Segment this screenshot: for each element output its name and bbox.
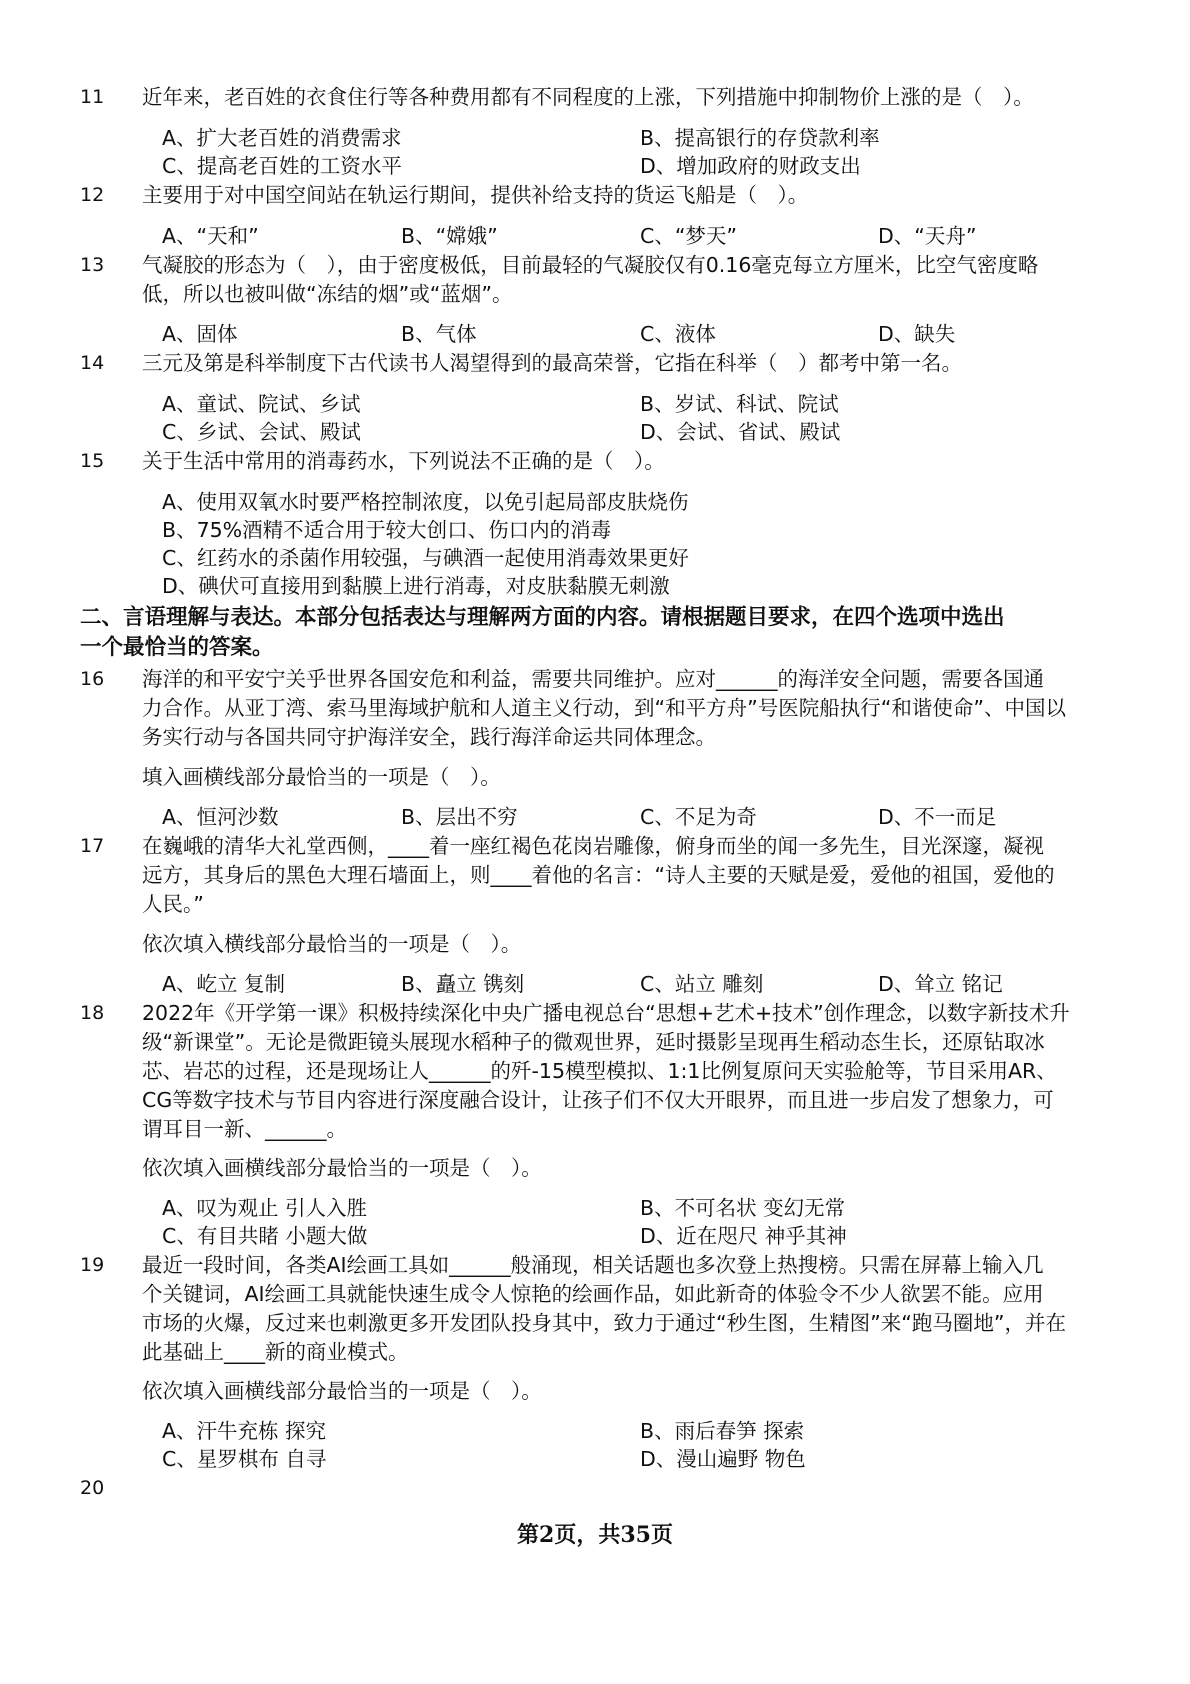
option-d: D、漫山遍野 物色 [640,1447,806,1471]
question-number: 15 [80,450,105,472]
option-b: B、岁试、科试、院试 [640,392,839,416]
question-number: 19 [80,1254,105,1276]
question-text: 主要用于对中国空间站在轨运行期间，提供补给支持的货运飞船是（ ）。 [142,183,809,207]
option-c: C、红药水的杀菌作用较强，与碘酒一起使用消毒效果更好 [162,546,689,570]
question-text: 气凝胶的形态为（ ），由于密度极低，目前最轻的气凝胶仅有0.16毫克每立方厘米，比空气密度略 [142,253,1039,277]
question-text: 级“新课堂”。无论是微距镜头展现水稻种子的微观世界，延时摄影呈现再生稻动态生长，还原钻取冰 [142,1030,1045,1054]
question-number: 20 [80,1477,105,1499]
option-a: A、叹为观止 引人入胜 [162,1196,368,1220]
option-b: B、层出不穷 [401,805,518,829]
option-a: A、童试、院试、乡试 [162,392,361,416]
option-d: D、“天舟” [878,224,977,248]
option-d: D、不一而足 [878,805,997,829]
option-c: C、乡试、会试、殿试 [162,420,361,444]
option-c: C、提高老百姓的工资水平 [162,154,402,178]
option-d: D、近在咫尺 神乎其神 [640,1224,847,1248]
question-text: 关于生活中常用的消毒药水，下列说法不正确的是（ ）。 [142,449,665,473]
option-d: D、碘伏可直接用到黏膜上进行消毒，对皮肤黏膜无刺激 [162,574,670,598]
question-text: 远方，其身后的黑色大理石墙面上，则____着他的名言：“诗人主要的天赋是爱，爱他的祖国，爱他的 [142,863,1055,887]
question-number: 17 [80,835,105,857]
section-heading: 一个最恰当的答案。 [80,635,274,660]
option-c: C、液体 [640,322,716,346]
option-b: B、75%酒精不适合用于较大创口、伤口内的消毒 [162,518,612,542]
question-number: 13 [80,254,105,276]
question-number: 11 [80,86,105,108]
section-heading: 二、言语理解与表达。本部分包括表达与理解两方面的内容。请根据题目要求，在四个选项中选出 [80,605,1005,630]
option-d: D、增加政府的财政支出 [640,154,861,178]
option-c: C、有目共睹 小题大做 [162,1224,368,1248]
question-number: 14 [80,352,105,374]
option-c: C、站立 雕刻 [640,972,764,996]
option-a: A、汗牛充栋 探究 [162,1419,327,1443]
question-text: 市场的火爆，反过来也刺激更多开发团队投身其中，致力于通过“秒生图，生精图”来“跑马圈地”，并在 [142,1311,1066,1335]
page-number: 第2页，共35页 [517,1522,673,1548]
question-text: 2022年《开学第一课》积极持续深化中央广播电视总台“思想+艺术+技术”创作理念，以数字新技术升 [142,1001,1070,1025]
option-c: C、不足为奇 [640,805,757,829]
option-a: A、扩大老百姓的消费需求 [162,126,402,150]
question-text: 个关键词，AI绘画工具就能快速生成令人惊艳的绘画作品，如此新奇的体验令不少人欲罢不能。应用 [142,1282,1044,1306]
question-number: 18 [80,1002,105,1024]
question-text: 人民。” [142,892,204,916]
option-b: B、“嫦娥” [401,224,498,248]
option-a: A、“天和” [162,224,259,248]
question-text: 谓耳目一新、______。 [142,1117,347,1141]
question-text: CG等数字技术与节目内容进行深度融合设计，让孩子们不仅大开眼界，而且进一步启发了想象力，可 [142,1088,1054,1112]
option-d: D、耸立 铭记 [878,972,1003,996]
question-text: 海洋的和平安宁关乎世界各国安危和利益，需要共同维护。应对______的海洋安全问题，需要各国通 [142,667,1044,691]
option-d: D、缺失 [878,322,956,346]
option-b: B、雨后春笋 探索 [640,1419,805,1443]
question-prompt: 依次填入画横线部分最恰当的一项是（ ）。 [142,1379,542,1403]
option-a: A、固体 [162,322,238,346]
question-prompt: 依次填入画横线部分最恰当的一项是（ ）。 [142,1156,542,1180]
question-text: 此基础上____新的商业模式。 [142,1340,409,1364]
question-prompt: 填入画横线部分最恰当的一项是（ ）。 [142,765,501,789]
option-b: B、气体 [401,322,477,346]
option-b: B、矗立 镌刻 [401,972,525,996]
option-a: A、恒河沙数 [162,805,279,829]
question-text: 务实行动与各国共同守护海洋安全，践行海洋命运共同体理念。 [142,725,716,749]
option-c: C、星罗棋布 自寻 [162,1447,327,1471]
option-b: B、不可名状 变幻无常 [640,1196,846,1220]
question-text: 在巍峨的清华大礼堂西侧，____着一座红褐色花岗岩雕像，俯身而坐的闻一多先生，目光深邃，凝视 [142,834,1044,858]
question-number: 12 [80,184,105,206]
option-a: A、使用双氧水时要严格控制浓度，以免引起局部皮肤烧伤 [162,490,689,514]
question-text: 芯、岩芯的过程，还是现场让人______的歼-15模型模拟、1:1比例复原问天实验舱等，节目采用AR、 [142,1059,1057,1083]
question-text: 力合作。从亚丁湾、索马里海域护航和人道主义行动，到“和平方舟”号医院船执行“和谐使命”、中国以 [142,696,1066,720]
question-number: 16 [80,668,105,690]
question-text: 最近一段时间，各类AI绘画工具如______般涌现，相关话题也多次登上热搜榜。只需在屏幕上输入几 [142,1253,1044,1277]
option-a: A、屹立 复制 [162,972,286,996]
option-d: D、会试、省试、殿试 [640,420,841,444]
question-prompt: 依次填入横线部分最恰当的一项是（ ）。 [142,932,522,956]
question-text: 三元及第是科举制度下古代读书人渴望得到的最高荣誉，它指在科举（ ）都考中第一名。 [142,351,962,375]
option-b: B、提高银行的存贷款利率 [640,126,880,150]
question-text: 近年来，老百姓的衣食住行等各种费用都有不同程度的上涨，下列措施中抑制物价上涨的是（ ）。 [142,85,1034,109]
option-c: C、“梦天” [640,224,738,248]
question-text: 低，所以也被叫做“冻结的烟”或“蓝烟”。 [142,282,513,306]
